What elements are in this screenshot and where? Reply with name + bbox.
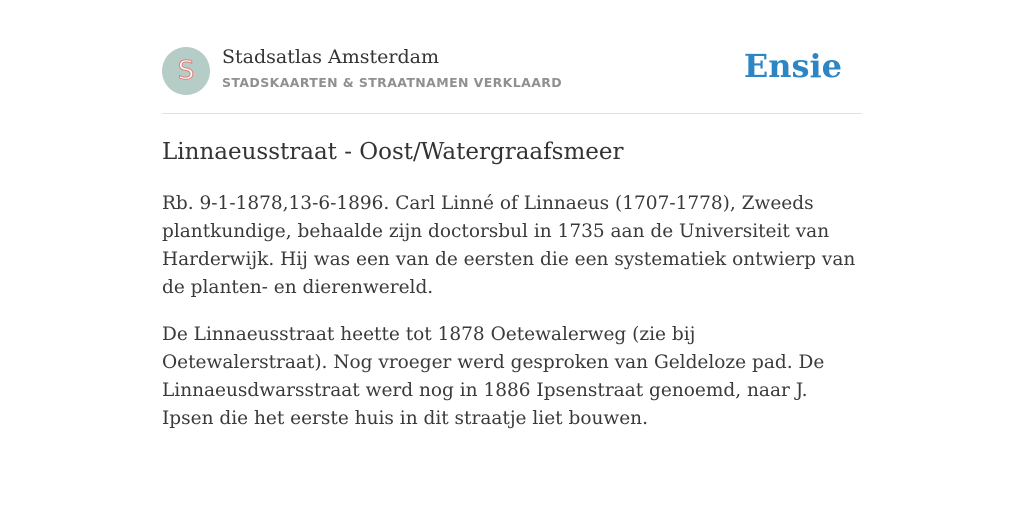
avatar[interactable] <box>162 47 210 95</box>
brand-logo[interactable]: Ensie <box>743 47 842 85</box>
page-content <box>162 0 862 429</box>
entry-paragraph-2: De Linnaeusstraat heette tot 1878 Oetewalerweg (zie bij Oetewalerstraat). Nog vroeger werd gesproken van Geldeloze pad. De Linnaeusdwarsstraat werd nog in 1886 Ipsenstraat genoemd, naar J. Ipsen die het eerste huis in dit straatje liet bouwen. <box>162 324 825 429</box>
entry-title: Linnaeusstraat - Oost/Watergraafsmeer <box>162 139 624 165</box>
header <box>162 0 862 114</box>
entry-paragraph-1: Rb. 9-1-1878,13-6-1896. Carl Linné of Linnaeus (1707-1778), Zweeds plantkundige, behaalde zijn doctorsbul in 1735 aan de Universiteit van Harderwijk. Hij was een van de eersten die een systematiek ontwierp van de planten- en dierenwereld. <box>162 193 856 298</box>
source-title[interactable]: Stadsatlas Amsterdam <box>222 46 440 68</box>
source-subtitle: STADSKAARTEN & STRAATNAMEN VERKLAARD <box>222 75 563 90</box>
avatar-letter: S <box>177 56 195 86</box>
